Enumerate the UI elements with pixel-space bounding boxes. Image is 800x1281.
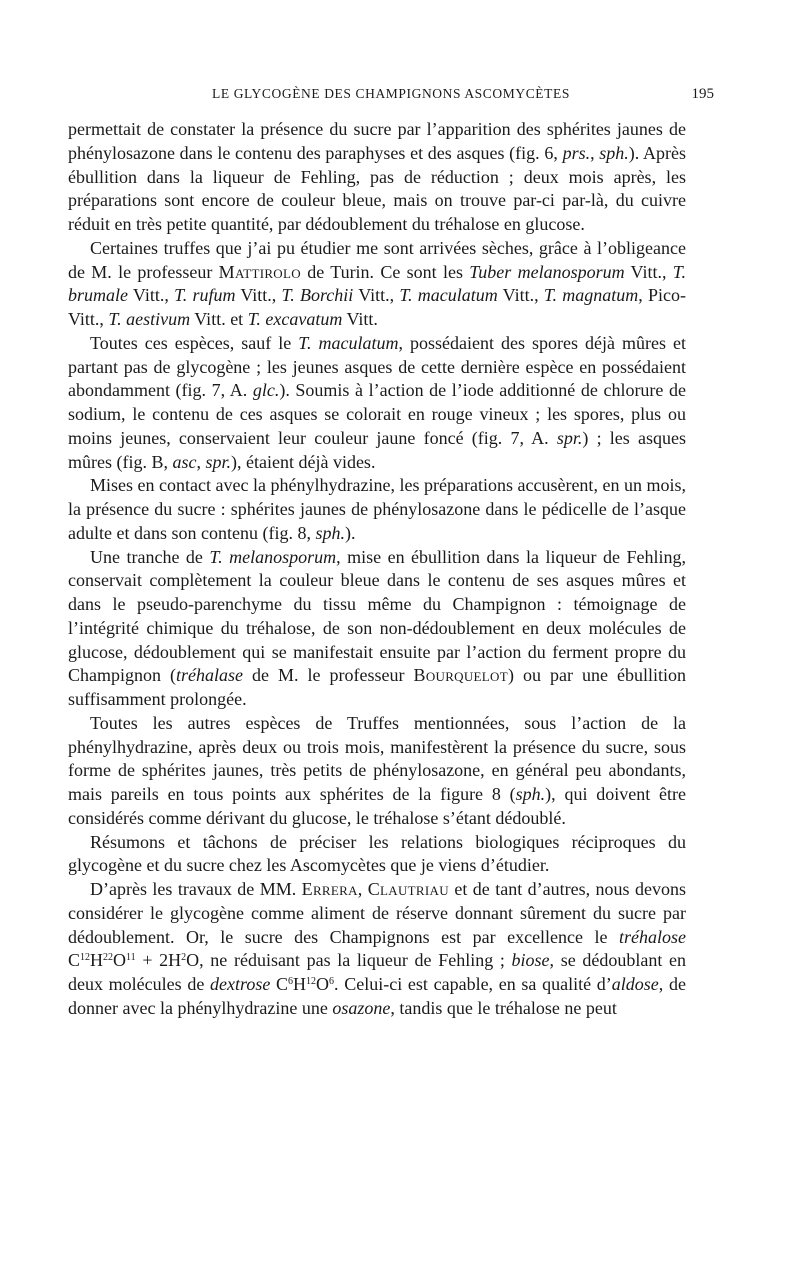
- text-run: ), étaient déjà vides.: [231, 451, 376, 472]
- formula-subscript: 6: [329, 976, 335, 987]
- italic-text: dextrose: [210, 974, 271, 994]
- italic-text: T. brumale: [68, 261, 686, 306]
- text-run: + 2H: [135, 950, 182, 971]
- text-run: Certaines truffes que j’ai pu étudier me sont arrivées sèches, grâce à l’obligeance de M. le professeur: [68, 237, 686, 282]
- formula-subscript: 2: [181, 952, 187, 964]
- text-run: , se dédoublant en deux molécules de: [68, 950, 686, 994]
- text-run: O: [316, 974, 330, 994]
- italic-text: T. maculatum: [298, 332, 399, 353]
- italic-text: asc: [172, 451, 197, 472]
- text-run: Toutes ces espèces, sauf le: [90, 332, 299, 353]
- italic-text: spr.: [556, 427, 583, 448]
- text-run: Vitt.,: [624, 261, 673, 282]
- text-run: de M. le professeur: [243, 665, 414, 686]
- italic-text: biose: [511, 950, 550, 971]
- italic-text: sph.: [599, 142, 629, 163]
- text-run: , Pico-Vitt.,: [68, 285, 686, 329]
- text-run: de Turin. Ce sont les: [300, 261, 470, 282]
- italic-text: T. aestivum: [108, 309, 191, 329]
- paragraph: [68, 237, 686, 332]
- italic-text: T. melanosporum: [209, 546, 337, 567]
- italic-text: prs.: [562, 142, 591, 163]
- text-run: , de donner avec la phénylhydrazine une: [68, 974, 686, 1018]
- paragraph: [68, 474, 686, 545]
- text-run: Vitt. et: [190, 309, 248, 329]
- text-run: Vitt.,: [353, 285, 400, 306]
- italic-text: tréhalose: [619, 926, 686, 947]
- italic-text: T. maculatum: [399, 285, 498, 306]
- italic-text: aldose: [611, 974, 659, 994]
- italic-text: T. excavatum: [247, 309, 343, 329]
- paragraph: [68, 332, 686, 475]
- text-run: , tandis que le tréhalose ne peut: [390, 997, 617, 1018]
- text-run: Résumons et tâchons de préciser les relations biologiques réciproques du glycogène et du sucre chez les Ascomycètes que je viens d’étudier.: [68, 831, 686, 876]
- body-text: [68, 118, 686, 1021]
- italic-text: glc.: [252, 380, 280, 401]
- running-title: LE GLYCOGÈNE DES CHAMPIGNONS ASCOMYCÈTES: [212, 86, 570, 101]
- text-run: ). Soumis à l’action de l’iode additionné de chlorure de sodium, le contenu de ces asques se colorait en rouge vineux ; les spores, plus ou moins jeunes, conservaient leur couleur jaune foncé (fig. 7, A.: [68, 380, 686, 448]
- text-run: ), qui doivent être considérés comme dérivant du glucose, le tréhalose s’étant dédoublé.: [68, 784, 686, 828]
- text-run: H: [90, 950, 104, 971]
- text-run: Vitt.,: [128, 285, 175, 306]
- text-run: Mises en contact avec la phénylhydrazine, les préparations accusèrent, en un mois, la présence du sucre : sphérites jaunes de phénylosazone dans le pédicelle de l’asque adulte et dans son contenu (fig. 8,: [68, 475, 686, 543]
- paragraph: [68, 878, 686, 1021]
- paragraph: [68, 546, 686, 712]
- text-run: C: [270, 974, 289, 994]
- author-name: Bourquelot: [413, 665, 508, 686]
- page-number: 195: [691, 86, 714, 102]
- text-run: O, ne réduisant pas la liqueur de Fehling ;: [186, 950, 512, 971]
- formula-subscript: 6: [288, 976, 294, 987]
- text-run: ) ; les asques mûres (fig. B,: [68, 427, 686, 472]
- formula-subscript: 12: [80, 952, 91, 964]
- text-run: ,: [590, 142, 600, 163]
- text-run: ).: [344, 522, 356, 543]
- italic-text: T. rufum: [174, 285, 236, 306]
- running-head: [68, 86, 714, 108]
- text-run: Une tranche de: [90, 546, 210, 567]
- italic-text: Tuber melanosporum: [469, 261, 625, 282]
- formula-subscript: 12: [306, 976, 317, 987]
- text-run: H: [293, 974, 307, 994]
- formula-subscript: 22: [103, 952, 114, 964]
- paragraph: [68, 831, 686, 879]
- formula-subscript: 11: [126, 952, 136, 964]
- text-run: et de tant d’autres, nous devons considérer le glycogène comme aliment de réserve donnant sûrement du sucre par dédoublement. Or, le sucre des Champignons est par excellence le: [68, 879, 686, 947]
- text-run: . Celui-ci est capable, en sa qualité d’: [334, 974, 612, 994]
- paragraph: [68, 118, 686, 237]
- italic-text: T. magnatum: [543, 285, 639, 306]
- text-run: ,: [357, 879, 368, 899]
- author-name: Clautriau: [367, 879, 449, 899]
- italic-text: T. Borchii: [281, 285, 354, 306]
- italic-text: sph.: [315, 522, 345, 543]
- italic-text: sph.: [515, 784, 546, 804]
- text-run: , mise en ébullition dans la liqueur de Fehling, conservait complètement la couleur bleue dans le contenu de ses asques mûres et dans le pseudo-parenchyme du tissu même du Champignon : témoignage de l’intégrité chimique du tréhalose, de son non-dédoublement en deux molécules de glucose, dédoublement qui se manifestait ensuite par l’action du ferment propre du Champignon (: [68, 546, 686, 686]
- italic-text: osazone: [332, 997, 391, 1018]
- paragraph: [68, 712, 686, 831]
- text-run: permettait de constater la présence du sucre par l’apparition des sphérites jaunes de phénylosazone dans le contenu des paraphyses et des asques (fig. 6,: [68, 119, 686, 163]
- text-run: ) ou par une ébullition suffisamment prolongée.: [68, 665, 686, 709]
- italic-text: tréhalase: [176, 665, 244, 686]
- text-run: Vitt.: [342, 309, 378, 329]
- author-name: Errera: [301, 879, 358, 899]
- text-run: D’après les travaux de MM.: [90, 879, 302, 899]
- text-run: Vitt.,: [497, 285, 544, 306]
- author-name: Mattirolo: [218, 261, 301, 282]
- text-run: ). Après ébullition dans la liqueur de Fehling, pas de réduction ; deux mois après, les préparations sont encore de couleur bleue, mais on trouve par-ci par-là, du cuivre réduit en très petite quantité, par dédoublement du tréhalose en glucose.: [68, 142, 686, 234]
- text-run: O: [113, 950, 127, 971]
- text-run: , possédaient des spores déjà mûres et partant pas de glycogène ; les jeunes asques de cette dernière espèce en possédaient abondamment (fig. 7, A.: [68, 332, 686, 401]
- text-run: Toutes les autres espèces de Truffes mentionnées, sous l’action de la phénylhydrazine, après deux ou trois mois, manifestèrent la présence du sucre, sous forme de sphérites jaunes, très petits de phénylosazone, en général peu abondants, mais pareils en tous points aux sphérites de la figure 8 (: [68, 712, 686, 804]
- text-run: Vitt.,: [235, 285, 282, 306]
- text-run: ,: [196, 451, 206, 472]
- italic-text: spr.: [205, 451, 231, 472]
- text-run: C: [68, 950, 81, 971]
